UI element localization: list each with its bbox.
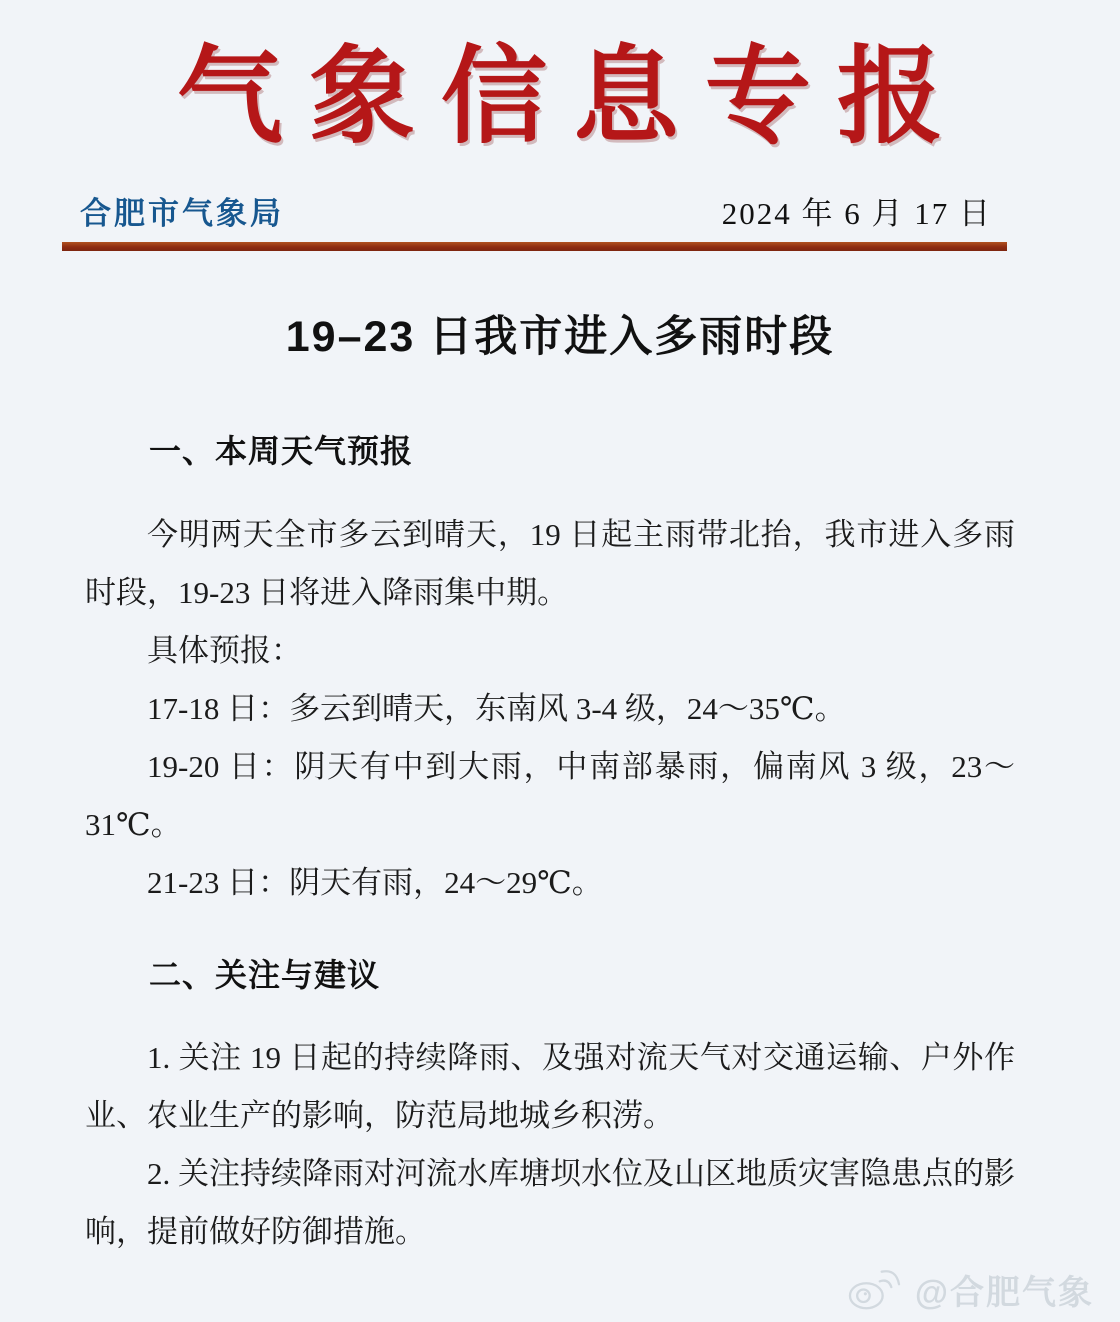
section-heading-weekly-forecast: 一、本周天气预报: [149, 432, 414, 469]
watermark-handle: @合肥气象: [914, 1273, 1094, 1312]
watermark: [843, 1264, 1094, 1314]
body-paragraph: 19-20 日：阴天有中到大雨，中南部暴雨，偏南风 3 级，23～31℃。: [85, 748, 1015, 842]
body-paragraph: 2. 关注持续降雨对河流水库塘坝水位及山区地质灾害隐患点的影响，提前做好防御措施。: [85, 1156, 1015, 1250]
document-title: 19–23 日我市进入多雨时段: [285, 312, 835, 361]
body-paragraph: 1. 关注 19 日起的持续降雨、及强对流天气对交通运输、户外作业、农业生产的影响，防范局地城乡积涝。: [85, 1040, 1015, 1134]
masthead-title: 气象信息专报: [177, 33, 969, 158]
body-paragraph: 今明两天全市多云到晴天，19 日起主雨带北抬，我市进入多雨时段，19-23 日将进入降雨集中期。: [85, 516, 1015, 610]
section-heading-suggestions: 二、关注与建议: [149, 956, 381, 993]
body-paragraph: 21-23 日：阴天有雨，24～29℃。: [147, 864, 603, 900]
header-rule-divider: [62, 242, 1007, 251]
body-paragraph: 17-18 日：多云到晴天，东南风 3-4 级，24～35℃。: [147, 690, 846, 726]
body-paragraph: 具体预报：: [147, 632, 302, 668]
header-row: [80, 188, 992, 233]
document-body: [85, 422, 1015, 1261]
issue-date: 2024 年 6 月 17 日: [721, 195, 992, 231]
agency-name: 合肥市气象局: [80, 195, 284, 231]
weibo-icon: [843, 1264, 905, 1314]
